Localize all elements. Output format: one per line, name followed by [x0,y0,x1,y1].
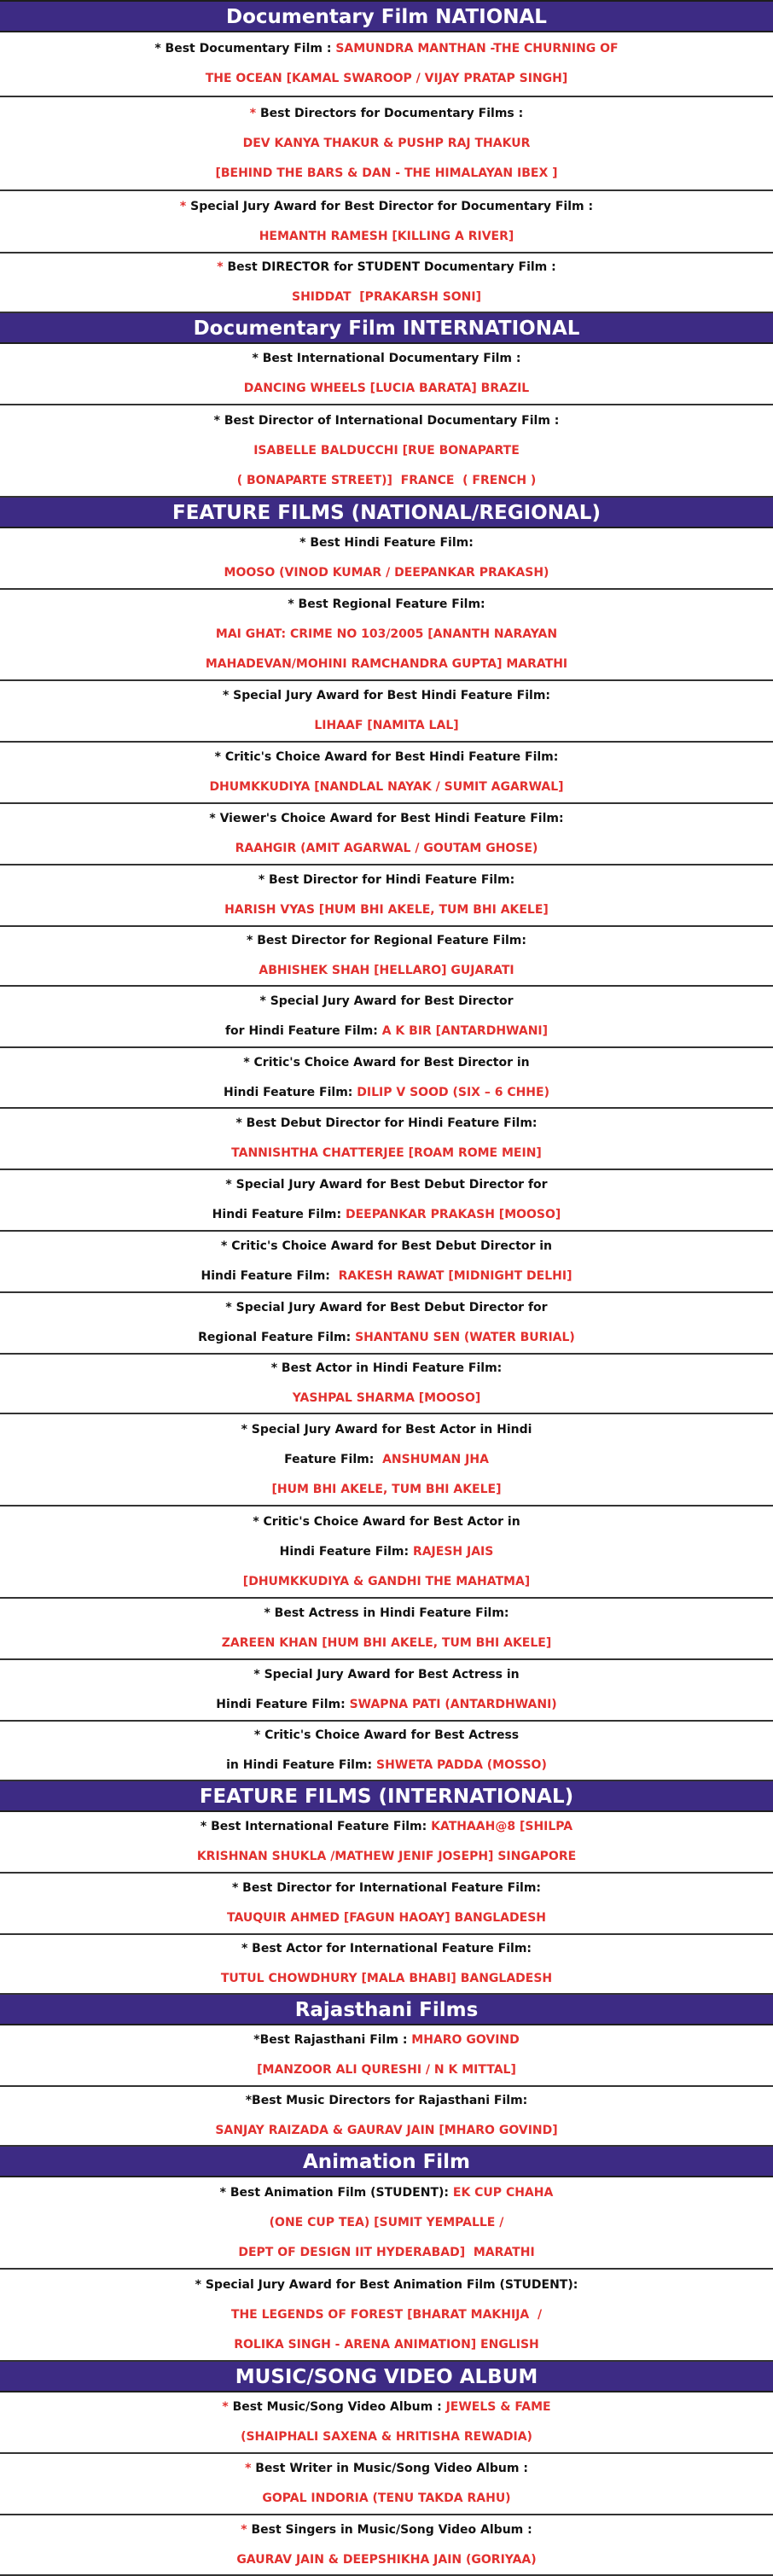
award-line [5,1507,768,1537]
award-line [5,192,768,222]
award-line [5,927,768,956]
award-line [5,1660,768,1690]
award-category-text: Feature Film: [284,1452,383,1466]
award-category-text: * Special Jury Award for Best Animation Film (STUDENT): [195,2277,578,2292]
award-category-text: * Best Director for Hindi Feature Film: [258,873,515,887]
award-category-text: Hindi Feature Film: [216,1698,350,1711]
award-entry [0,1170,773,1232]
award-winner-text: EK CUP CHAHA [452,2185,554,2200]
award-line [5,528,768,558]
award-winner-text: MAHADEVAN/MOHINI RAMCHANDRA GUPTA] MARATHI [205,657,568,671]
award-entry [0,1507,773,1599]
award-entry [0,2392,773,2454]
award-category-text: * Special Jury Award for Best Actor in Hindi [241,1422,532,1437]
award-winner-text: SAMUNDRA MANTHAN -THE CHURNING OF [335,42,619,55]
award-category-text: * Best International Documentary Film : [252,352,521,365]
award-winner-text: DEEPANKAR PRAKASH [MOOSO] [345,1208,561,1221]
award-entry [0,590,773,681]
award-winner-text: [BEHIND THE BARS & DAN - THE HIMALAYAN IBEX ] [215,166,558,180]
award-entry [0,1355,773,1414]
award-winner-text: MHARO GOVIND [411,2033,520,2047]
award-winner-text: KATHAAH@8 [SHILPA [431,1820,573,1833]
award-category-text: * Best International Feature Film: [200,1820,432,1833]
award-line [5,1232,768,1262]
award-line [5,159,768,189]
award-winner-text: ROLIKA SINGH - ARENA ANIMATION] ENGLISH [234,2337,539,2352]
award-line [5,1048,768,1078]
award-category-text: * Special Jury Award for Best Debut Director for [225,1301,548,1314]
award-line [5,895,768,925]
award-category-text: Hindi Feature Film: [201,1269,339,1283]
award-winner-text: GOPAL INDORIA (TENU TAKDA RAHU) [262,2491,511,2505]
award-category-text: * Best Regional Feature Film: [288,597,485,611]
award-category-text: * Critic's Choice Award for Best Actress [253,1728,520,1742]
award-entry [0,681,773,743]
award-category-text: * Special Jury Award for Best Hindi Feature Film: [222,689,551,702]
award-category-text: * Critic's Choice Award for Best Debut Director in [221,1239,552,1253]
award-line [5,987,768,1017]
award-winner-text: * [222,2400,233,2414]
award-winner-text: * [249,106,260,120]
award-line [5,1384,768,1413]
award-entry [0,743,773,804]
award-winner-text: KRISHNAN SHUKLA /MATHEW JENIF JOSEPH] SINGAPORE [196,1850,577,1863]
award-line [5,1567,768,1597]
award-winner-text: DHUMKKUDIYA [NANDLAL NAYAK / SUMIT AGARWAL] [209,780,564,794]
award-line [5,2300,768,2330]
award-line [5,1842,768,1872]
award-line [5,1964,768,1994]
award-winner-text: SHANTANU SEN (WATER BURIAL) [355,1331,575,1344]
award-line [5,2238,768,2268]
award-winner-text: DEPT OF DESIGN IIT HYDERABAD] MARATHI [238,2245,535,2259]
award-entry [0,2177,773,2270]
award-entry [0,987,773,1048]
award-winner-text: HEMANTH RAMESH [KILLING A RIVER] [259,229,514,243]
award-line [5,1323,768,1353]
award-winner-text: SWAPNA PATI (ANTARDHWANI) [349,1698,557,1711]
award-line [5,2116,768,2146]
award-line [5,804,768,834]
award-line [5,1262,768,1291]
award-line [5,34,768,64]
award-line [5,2454,768,2484]
award-line [5,2484,768,2514]
award-winner-text: RAKESH RAWAT [MIDNIGHT DELHI] [338,1269,572,1283]
award-line [5,2087,768,2116]
award-line [5,436,768,466]
award-line [5,2392,768,2422]
award-line [5,2515,768,2545]
award-line [5,1415,768,1445]
award-winner-text: DEV KANYA THAKUR & PUSHP RAJ THAKUR [242,136,531,150]
award-line [5,374,768,404]
award-line [5,99,768,129]
award-entry [0,97,773,191]
award-category-text: Special Jury Award for Best Director for Documentary Film : [190,199,594,213]
award-entry [0,1722,773,1781]
award-winner-text: MOOSO (VINOD KUMAR / DEEPANKAR PRAKASH) [224,566,549,580]
award-entry [0,344,773,405]
award-category-text: * Critic's Choice Award for Best Actor in [253,1514,520,1529]
award-category-text: * Best Documentary Film : [154,42,336,55]
award-category-text: Regional Feature Film: [198,1331,356,1344]
award-entry [0,1935,773,1995]
award-line [5,2422,768,2452]
award-winner-text: (ONE CUP TEA) [SUMIT YEMPALLE / [269,2215,504,2229]
award-category-text: * Critic's Choice Award for Best Director in [243,1055,530,1069]
award-winner-text: * [217,260,228,274]
award-line [5,283,768,312]
award-category-text: Hindi Feature Film: [224,1085,357,1099]
award-winner-text: DANCING WHEELS [LUCIA BARATA] BRAZIL [243,382,530,395]
award-category-text: * Critic's Choice Award for Best Hindi Feature Film: [214,750,559,764]
award-entry [0,405,773,498]
award-category-text: * Best Actor in Hindi Feature Film: [270,1361,503,1375]
award-entry [0,1599,773,1660]
award-category-text: * Best Animation Film (STUDENT): [219,2185,453,2200]
award-winner-text: * [241,2522,252,2537]
award-line [5,650,768,679]
award-line [5,2178,768,2208]
award-line [5,1293,768,1323]
award-category-text: * Best Debut Director for Hindi Feature Film: [235,1116,538,1130]
award-winner-text: RAAHGIR (AMIT AGARWAL / GOUTAM GHOSE) [235,842,538,855]
award-entry [0,2087,773,2147]
award-line [5,1812,768,1842]
award-line [5,834,768,864]
award-winner-text: [MANZOOR ALI QURESHI / N K MITTAL] [257,2063,516,2077]
award-winner-text: RAJESH JAIS [412,1544,494,1559]
award-winner-text: THE LEGENDS OF FOREST [BHARAT MAKHIJA / [230,2307,543,2322]
award-line [5,222,768,252]
award-category-text: for Hindi Feature Film: [224,1024,382,1038]
award-line [5,1355,768,1384]
award-winner-text: GAURAV JAIN & DEEPSHIKHA JAIN (GORIYAA) [236,2552,537,2567]
award-category-text: * Best Actress in Hindi Feature Film: [264,1606,509,1620]
award-winner-text: ISABELLE BALDUCCHI [RUE BONAPARTE [253,443,520,458]
award-category-text: Hindi Feature Film: [212,1208,346,1221]
award-category-text: Best Directors for Documentary Films : [259,106,524,120]
award-line [5,1903,768,1933]
award-line [5,1690,768,1720]
award-entry [0,927,773,987]
award-entry [0,1048,773,1109]
award-entry [0,804,773,865]
award-winner-text: SHWETA PADDA (MOSSO) [376,1758,547,1772]
award-entry [0,1293,773,1355]
award-line [5,406,768,436]
award-winner-text: THE OCEAN [KAMAL SWAROOP / VIJAY PRATAP SINGH] [205,72,568,85]
award-entry [0,191,773,254]
award-winner-text: * [179,199,191,213]
award-winner-text: ANSHUMAN JHA [382,1452,489,1466]
award-line [5,1475,768,1505]
award-category-text: * Special Jury Award for Best Director [259,994,514,1008]
award-entry [0,32,773,97]
award-category-text: Best Writer in Music/Song Video Album : [255,2462,528,2475]
award-entry [0,1414,773,1507]
award-winner-text: [HUM BHI AKELE, TUM BHI AKELE] [271,1482,502,1496]
award-category-text: Best Music/Song Video Album : [232,2400,446,2414]
award-winner-text: ZAREEN KHAN [HUM BHI AKELE, TUM BHI AKELE] [221,1636,552,1650]
award-winner-text: HARISH VYAS [HUM BHI AKELE, TUM BHI AKELE] [224,903,549,917]
award-category-text: in Hindi Feature Film: [226,1758,377,1772]
award-winner-text: A K BIR [ANTARDHWANI] [381,1024,549,1038]
award-category-text: * Best Director for Regional Feature Film: [247,934,526,947]
section-header: FEATURE FILMS (NATIONAL/REGIONAL) [0,498,773,528]
award-line [5,1722,768,1751]
award-category-text: *Best Rajasthani Film : [253,2033,412,2047]
award-line [5,711,768,741]
award-entry [0,528,773,590]
section-header: Documentary Film INTERNATIONAL [0,313,773,344]
award-line [5,743,768,772]
award-line [5,1170,768,1200]
award-line [5,865,768,895]
award-line [5,681,768,711]
award-line [5,64,768,94]
award-line [5,344,768,374]
award-category-text: * Special Jury Award for Best Debut Director for [225,1178,548,1192]
award-line [5,2330,768,2360]
award-winner-text: TAUQUIR AHMED [FAGUN HAOAY] BANGLADESH [227,1911,546,1925]
award-winner-text: LIHAAF [NAMITA LAL] [314,719,459,732]
award-line [5,1017,768,1046]
award-line [5,1139,768,1169]
award-line [5,1599,768,1629]
award-line [5,466,768,496]
award-line [5,2055,768,2085]
award-line [5,772,768,802]
section-header: Animation Film [0,2147,773,2177]
award-entry [0,1660,773,1722]
award-line [5,1751,768,1780]
award-category-text: Best DIRECTOR for STUDENT Documentary Film : [227,260,556,274]
award-entry [0,2025,773,2087]
award-line [5,2545,768,2575]
award-winner-text: (SHAIPHALI SAXENA & HRITISHA REWADIA) [241,2430,532,2444]
award-winner-text: SHIDDAT [PRAKARSH SONI] [291,290,482,304]
award-winner-text: ABHISHEK SHAH [HELLARO] GUJARATI [259,964,514,977]
award-entry [0,2270,773,2362]
award-entry [0,2515,773,2576]
award-line [5,1537,768,1567]
award-winner-text: * [245,2462,256,2475]
award-entry [0,865,773,927]
award-category-text: * Viewer's Choice Award for Best Hindi Feature Film: [209,812,564,825]
award-line [5,129,768,159]
award-winner-text: TANNISHTHA CHATTERJEE [ROAM ROME MEIN] [231,1146,542,1160]
award-line [5,1078,768,1108]
award-line [5,956,768,986]
award-winner-text: MAI GHAT: CRIME NO 103/2005 [ANANTH NARAYAN [215,627,558,641]
award-category-text: * Special Jury Award for Best Actress in [253,1668,520,1681]
award-line [5,2270,768,2300]
award-line [5,558,768,588]
award-line [5,1109,768,1139]
award-category-text: * Best Actor for International Feature Film: [241,1942,532,1955]
award-entry [0,1812,773,1874]
award-line [5,1629,768,1658]
award-category-text: * Best Hindi Feature Film: [299,536,474,550]
award-entry [0,1232,773,1293]
award-line [5,620,768,650]
award-category-text: Best Singers in Music/Song Video Album : [251,2522,532,2537]
section-header: MUSIC/SONG VIDEO ALBUM [0,2362,773,2392]
section-header: FEATURE FILMS (INTERNATIONAL) [0,1781,773,1812]
award-winner-text: JEWELS & FAME [445,2400,551,2414]
award-winner-text: YASHPAL SHARMA [MOOSO] [292,1391,481,1405]
award-winner-text: [DHUMKKUDIYA & GANDHI THE MAHATMA] [242,1574,531,1588]
award-line [5,1200,768,1230]
award-line [5,590,768,620]
award-line [5,1935,768,1964]
award-category-text: * Best Director of International Documentary Film : [213,413,560,428]
award-entry [0,254,773,313]
award-category-text: Hindi Feature Film: [279,1544,413,1559]
award-line [5,1445,768,1475]
award-entry [0,1109,773,1170]
award-entry [0,2454,773,2515]
award-winner-text: SANJAY RAIZADA & GAURAV JAIN [MHARO GOVIND] [215,2124,558,2137]
section-header: Documentary Film NATIONAL [0,2,773,32]
award-category-text: *Best Music Directors for Rajasthani Film: [245,2094,528,2107]
award-winner-text: ( BONAPARTE STREET)] FRANCE ( FRENCH ) [236,473,537,487]
award-line [5,1874,768,1903]
award-line [5,2208,768,2238]
award-line [5,2025,768,2055]
award-line [5,254,768,283]
award-winner-text: TUTUL CHOWDHURY [MALA BHABI] BANGLADESH [220,1972,553,1985]
section-header: Rajasthani Films [0,1995,773,2025]
award-category-text: * Best Director for International Feature Film: [231,1881,542,1895]
award-entry [0,1874,773,1935]
award-winner-text: DILIP V SOOD (SIX – 6 CHHE) [357,1085,549,1099]
